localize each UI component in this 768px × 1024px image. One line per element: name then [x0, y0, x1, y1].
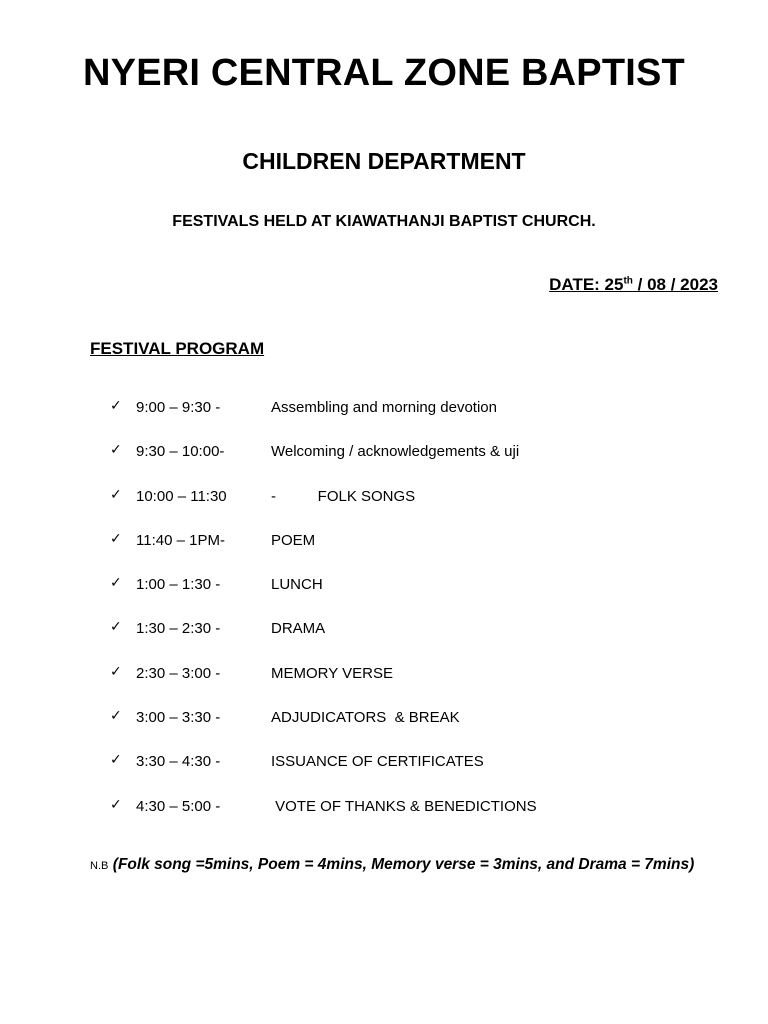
footnote-prefix: N.B [90, 860, 109, 872]
date-line [549, 275, 718, 295]
schedule-activity: VOTE OF THANKS & BENEDICTIONS [271, 797, 537, 815]
schedule-time: 9:30 – 10:00- [136, 443, 225, 461]
department-subtitle: CHILDREN DEPARTMENT [242, 148, 526, 174]
checkmark-icon: ✓ [110, 530, 122, 547]
checkmark-icon: ✓ [110, 442, 122, 459]
date-rest: / 08 / 2023 [632, 275, 718, 294]
program-heading: FESTIVAL PROGRAM [90, 339, 265, 358]
venue-line: FESTIVALS HELD AT KIAWATHANJI BAPTIST CHURCH. [172, 213, 596, 230]
schedule-activity: - FOLK SONGS [271, 487, 416, 505]
checkmark-icon: ✓ [110, 708, 122, 725]
checkmark-icon: ✓ [110, 796, 122, 813]
checkmark-icon: ✓ [110, 752, 122, 769]
schedule-time: 1:30 – 2:30 - [136, 620, 221, 638]
schedule-time: 1:00 – 1:30 - [136, 576, 221, 594]
footnote-text: (Folk song =5mins, Poem = 4mins, Memory verse = 3mins, and Drama = 7mins) [112, 856, 695, 873]
date-prefix: DATE: 25 [549, 275, 624, 294]
checkmark-icon: ✓ [110, 486, 122, 503]
checkmark-icon: ✓ [110, 663, 122, 680]
schedule-activity: Welcoming / acknowledgements & uji [271, 443, 520, 461]
schedule-time: 11:40 – 1PM- [136, 531, 225, 549]
date-ordinal: th [623, 275, 633, 287]
checkmark-icon: ✓ [110, 619, 122, 636]
schedule-activity: Assembling and morning devotion [271, 399, 497, 416]
footnote [90, 856, 694, 874]
schedule-time: 2:30 – 3:00 - [136, 664, 221, 682]
schedule-time: 10:00 – 11:30 [136, 487, 227, 505]
schedule-time: 3:30 – 4:30 - [136, 753, 221, 771]
schedule-activity: MEMORY VERSE [271, 664, 393, 682]
schedule-time: 3:00 – 3:30 - [136, 709, 221, 727]
schedule-time: 4:30 – 5:00 - [136, 797, 221, 815]
schedule-activity: LUNCH [271, 576, 323, 594]
document-title: NYERI CENTRAL ZONE BAPTIST [83, 52, 685, 94]
checkmark-icon: ✓ [110, 575, 122, 592]
schedule-activity: POEM [271, 531, 316, 549]
schedule-activity: ISSUANCE OF CERTIFICATES [271, 753, 484, 771]
checkmark-icon: ✓ [110, 398, 122, 414]
schedule-activity: DRAMA [271, 620, 326, 638]
schedule-activity: ADJUDICATORS & BREAK [271, 709, 460, 727]
schedule-time: 9:00 – 9:30 - [136, 399, 221, 416]
